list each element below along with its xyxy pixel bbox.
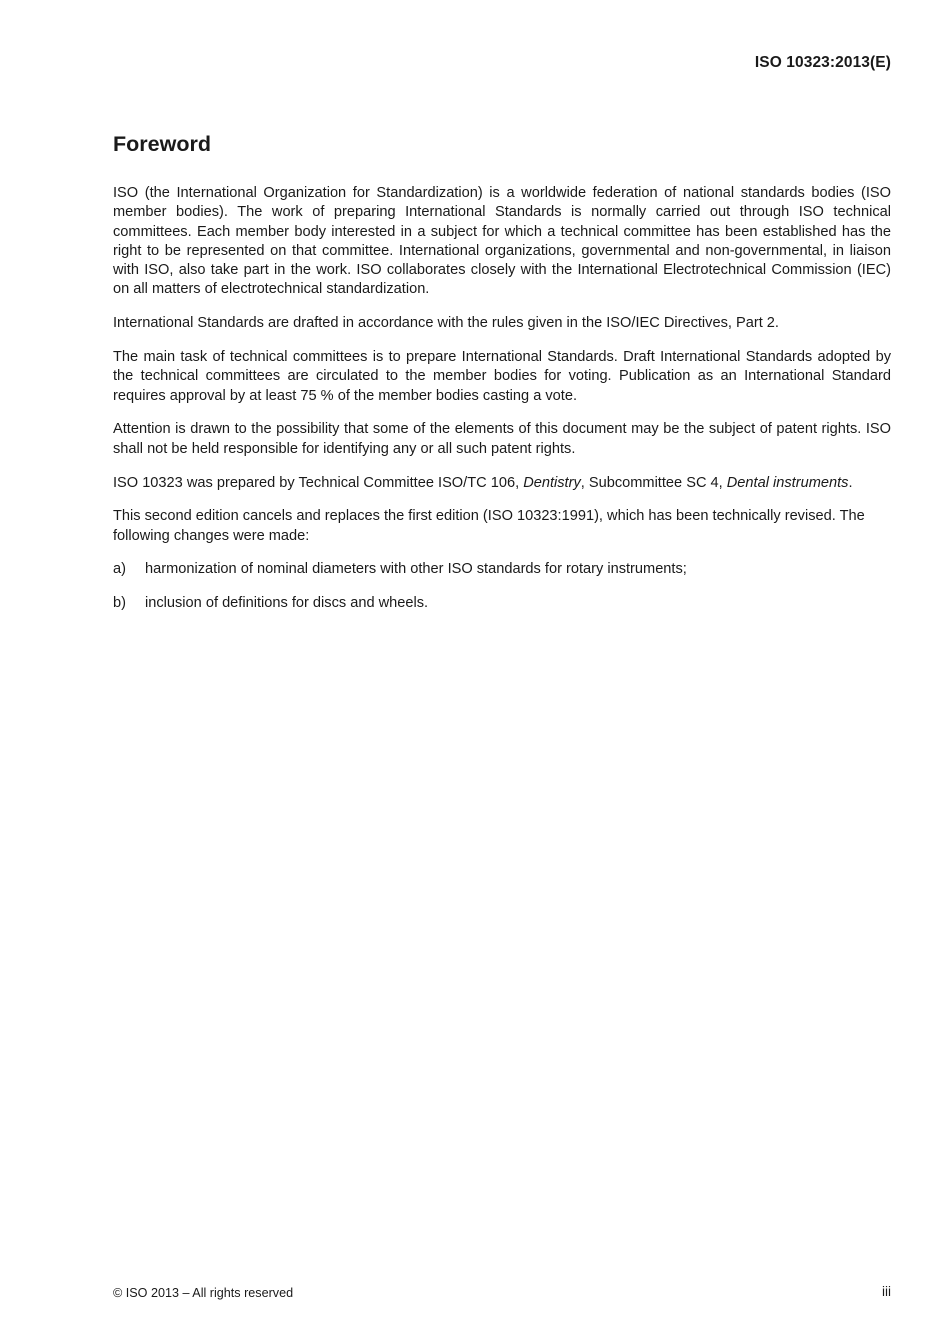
list-marker: a) xyxy=(113,561,126,578)
paragraph-directives: International Standards are drafted in accordance with the rules given in the ISO/IEC Directives, Part 2. xyxy=(113,315,779,332)
list-item-text: inclusion of definitions for discs and wheels. xyxy=(145,595,429,612)
list-item xyxy=(113,560,891,579)
list-item-text: harmonization of nominal diameters with other ISO standards for rotary instruments; xyxy=(145,561,687,578)
document-id: ISO 10323:2013(E) xyxy=(754,54,891,71)
list-item xyxy=(113,594,891,613)
prepared-by-middle: , Subcommittee SC 4, xyxy=(580,474,727,491)
subcommittee-name: Dental instruments xyxy=(726,474,849,491)
committee-name: Dentistry xyxy=(523,474,581,491)
footer-copyright: © ISO 2013 – All rights reserved xyxy=(113,1286,294,1300)
paragraph-iso-intro: ISO (the International Organization for Standardization) is a worldwide federation of national standards bodies (ISO member bodies). The work of preparing International Standards is normally carried out through ISO technical committees. Each member body interested in a subject for which a technical committee has been established has the right to be represented on that committee. International organizations, governmental and non-governmental, in liaison with ISO, also take part in the work. ISO collaborates closely with the International Electrotechnical Commission (IEC) on all matters of electrotechnical standardization. xyxy=(113,185,891,298)
changes-list xyxy=(113,560,891,613)
footer-page-number: iii xyxy=(882,1284,891,1299)
paragraph-patent-rights: Attention is drawn to the possibility that some of the elements of this document may be the subject of patent rights. ISO shall not be held responsible for identifying any or all such patent rights. xyxy=(113,421,891,457)
foreword-section xyxy=(113,130,891,628)
prepared-by-prefix: ISO 10323 was prepared by Technical Committee ISO/TC 106, xyxy=(113,474,524,491)
paragraph-prepared-by xyxy=(113,474,891,493)
paragraph-edition-note: This second edition cancels and replaces the first edition (ISO 10323:1991), which has been technically revised. The following changes were made: xyxy=(113,508,865,544)
paragraph-committee-task: The main task of technical committees is to prepare International Standards. Draft International Standards adopted by the technical committees are circulated to the member bodies for voting. Publication as an International Standard requires approval by at least 75 % of the member bodies casting a vote. xyxy=(113,349,891,404)
page-title: Foreword xyxy=(113,132,211,156)
list-marker: b) xyxy=(113,595,126,612)
prepared-by-suffix: . xyxy=(848,474,853,491)
